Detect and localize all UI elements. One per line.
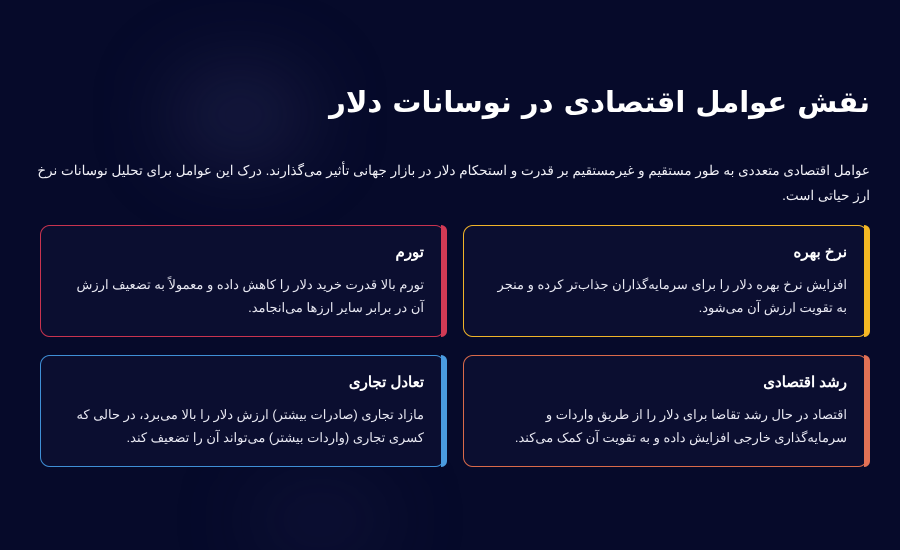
- card-inflation: [40, 225, 445, 337]
- intro-paragraph: عوامل اقتصادی متعددی به طور مستقیم و غیرمستقیم بر قدرت و استحکام دلار در بازار جهانی تأثیر می‌گذارند. درک این عوامل برای تحلیل نوسانات نرخ ارز حیاتی است.: [37, 163, 870, 203]
- card-interest-rate: [463, 225, 868, 337]
- card-economic-growth: [463, 355, 868, 467]
- card-title: تورم: [395, 244, 424, 261]
- card-trade-balance: [40, 355, 445, 467]
- card-text: مازاد تجاری (صادرات بیشتر) ارزش دلار را بالا می‌برد، در حالی که کسری تجاری (واردات بیشتر) می‌تواند آن را تضعیف کند.: [76, 407, 424, 445]
- card-title: رشد اقتصادی: [763, 374, 847, 391]
- card-text: اقتصاد در حال رشد تقاضا برای دلار را از طریق واردات و سرمایه‌گذاری خارجی افزایش داده و به تقویت آن کمک می‌کند.: [514, 407, 847, 445]
- card-text: تورم بالا قدرت خرید دلار را کاهش داده و معمولاً به تضعیف ارزش آن در برابر سایر ارزها می‌انجامد.: [76, 277, 424, 315]
- card-accent-bar: [441, 225, 447, 337]
- card-text: افزایش نرخ بهره دلار را برای سرمایه‌گذاران جذاب‌تر کرده و منجر به تقویت ارزش آن می‌شود.: [497, 277, 847, 315]
- card-title: تعادل تجاری: [348, 374, 424, 391]
- card-accent-bar: [441, 355, 447, 467]
- card-accent-bar: [864, 355, 870, 467]
- page-title: نقش عوامل اقتصادی در نوسانات دلار: [329, 85, 870, 119]
- card-title: نرخ بهره: [793, 244, 847, 261]
- card-accent-bar: [864, 225, 870, 337]
